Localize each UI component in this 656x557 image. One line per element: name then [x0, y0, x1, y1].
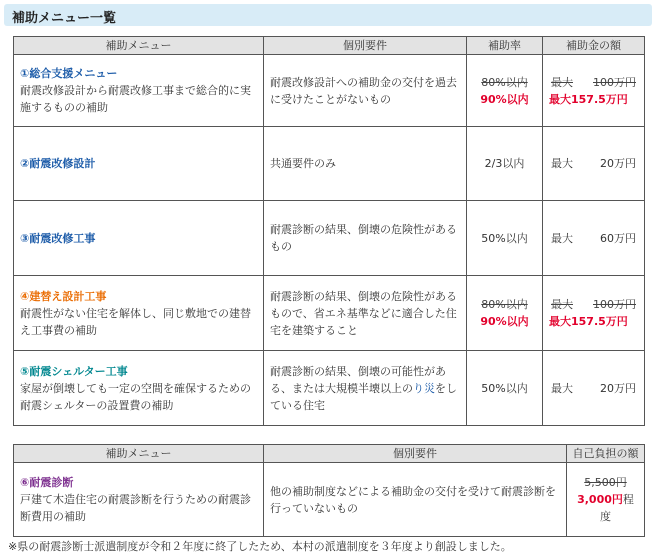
- amount-value: 20万円: [600, 157, 636, 170]
- menu-desc: 家屋が倒壊しても一定の空間を確保するための耐震シェルターの設置費の補助: [20, 381, 251, 412]
- cost-new-suffix: 程度: [600, 493, 634, 523]
- table-row: [14, 55, 645, 127]
- menu-title: ②耐震改修設計: [20, 157, 96, 170]
- col-header-amount: 補助金の額: [543, 37, 645, 55]
- rate-cell: 2/3以内: [467, 127, 543, 201]
- rate-old: 80%以内: [481, 75, 528, 89]
- col-header-menu: 補助メニュー: [14, 37, 264, 55]
- col-header-rate: 補助率: [467, 37, 543, 55]
- amount-old-label: 最大: [551, 75, 573, 89]
- requirement-cell: 共通要件のみ: [264, 127, 467, 201]
- requirement-cell: [264, 351, 467, 426]
- menu-cell: [14, 276, 264, 351]
- amount-cell: [543, 351, 645, 426]
- amount-cell: [543, 276, 645, 351]
- menu-cell: [14, 351, 264, 426]
- rate-cell: 50%以内: [467, 351, 543, 426]
- footnote: ※県の耐震診断士派遣制度が令和２年度に終了したため、本村の派遣制度を３年度より創設しました。: [8, 540, 512, 553]
- amount-new: 最大157.5万円: [549, 315, 628, 328]
- col-header-self-cost: 自己負担の額: [567, 445, 645, 463]
- rate-cell: [467, 276, 543, 351]
- menu-cell: [14, 201, 264, 276]
- menu-title: ①総合支援メニュー: [20, 67, 118, 80]
- rate-new: 90%以内: [480, 315, 529, 328]
- requirement-highlight: り災: [413, 381, 435, 395]
- amount-label: 最大: [551, 157, 573, 170]
- menu-desc: 戸建て木造住宅の耐震診断を行うための耐震診断費用の補助: [20, 493, 251, 523]
- self-cost-cell: [567, 463, 645, 537]
- menu-title: ⑤耐震シェルター工事: [20, 364, 128, 378]
- table-header-row: [14, 37, 645, 55]
- amount-old: [549, 296, 638, 313]
- menu-title: ④建替え設計工事: [20, 289, 107, 303]
- col-header-requirement: 個別要件: [264, 445, 567, 463]
- section-header: [4, 4, 652, 26]
- amount-value: 60万円: [600, 231, 636, 245]
- cost-old: 5,500円: [584, 476, 627, 489]
- table-row: [14, 276, 645, 351]
- rate-old: 80%以内: [481, 298, 528, 311]
- table-row: [14, 201, 645, 276]
- col-header-menu: 補助メニュー: [14, 445, 264, 463]
- col-header-requirement: 個別要件: [264, 37, 467, 55]
- menu-cell: [14, 127, 264, 201]
- table-header-row: [14, 445, 645, 463]
- amount-cell: [543, 127, 645, 201]
- rate-cell: 50%以内: [467, 201, 543, 276]
- subsidy-menu-table: [13, 36, 645, 426]
- diagnosis-table: [13, 444, 645, 537]
- menu-title: ③耐震改修工事: [20, 231, 96, 245]
- menu-desc: 耐震改修設計から耐震改修工事まで総合的に実施するものの補助: [20, 84, 251, 114]
- amount-cell: [543, 55, 645, 127]
- section-title: 補助メニュー一覧: [12, 11, 117, 26]
- amount-cell: [543, 201, 645, 276]
- amount: [549, 155, 638, 172]
- amount: [549, 380, 638, 397]
- table-row: [14, 463, 645, 537]
- requirement-cell: 耐震診断の結果、倒壊の危険性があるもの: [264, 201, 467, 276]
- rate-new: 90%以内: [480, 92, 529, 106]
- requirement-cell: 耐震改修設計への補助金の交付を過去に受けたことがないもの: [264, 55, 467, 127]
- amount-old-value: 100万円: [593, 298, 636, 311]
- requirement-text-a: 耐震診断の結果、倒壊の可能性がある、または大規模半壊以上の: [270, 364, 446, 395]
- amount-label: 最大: [551, 231, 573, 245]
- table-row: [14, 351, 645, 426]
- amount-label: 最大: [551, 381, 573, 395]
- amount-old-value: 100万円: [593, 75, 636, 89]
- amount-old: [549, 74, 638, 91]
- amount: [549, 230, 638, 247]
- amount-value: 20万円: [600, 381, 636, 395]
- menu-cell: [14, 55, 264, 127]
- cost-new-value: 3,000円: [577, 493, 623, 506]
- cost-new: [573, 491, 638, 525]
- requirement-text-b: をしている住宅: [270, 381, 457, 412]
- amount-new: 最大157.5万円: [549, 92, 628, 106]
- menu-title: ⑥耐震診断: [20, 476, 74, 489]
- table-row: [14, 127, 645, 201]
- requirement-cell: 耐震診断の結果、倒壊の危険性があるもので、省エネ基準などに適合した住宅を建築すること: [264, 276, 467, 351]
- amount-old-label: 最大: [551, 298, 573, 311]
- rate-cell: [467, 55, 543, 127]
- menu-desc: 耐震性がない住宅を解体し、同じ敷地での建替え工事費の補助: [20, 306, 251, 337]
- requirement-cell: 他の補助制度などによる補助金の交付を受けて耐震診断を行っていないもの: [264, 463, 567, 537]
- menu-cell: [14, 463, 264, 537]
